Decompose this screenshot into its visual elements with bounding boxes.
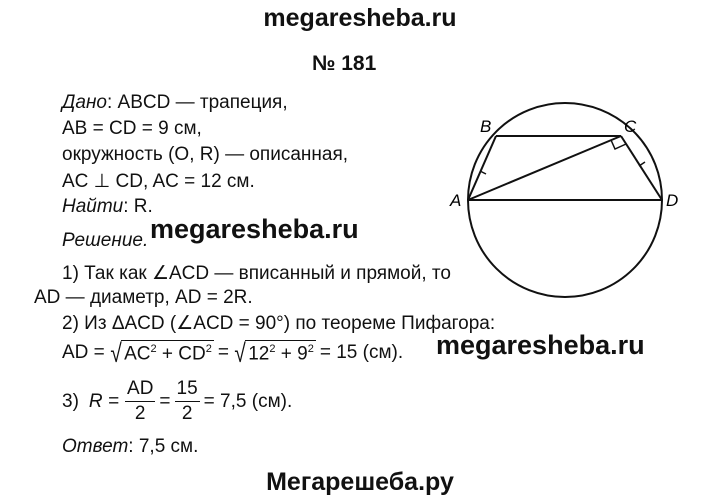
given-label: Дано [62,92,107,113]
solution-label: Решение. [62,230,149,251]
fraction-2: $\frac{15}{2}$ [176,378,198,424]
label-c: C [624,117,637,136]
label-a: A [450,191,462,210]
site-header: megaresheba.ru [263,4,457,32]
label-b: B [480,117,492,136]
step-1-line-b: AD — диаметр, AD = 2R. [34,287,253,308]
given-line-2: AB = CD = 9 см, [62,118,202,139]
find-line [62,196,153,218]
sqrt-1: √ $AC^2 + CD^2$ [110,338,212,368]
step-2-line: 2) Из ΔACD (∠ACD = 90°) по теореме Пифагора: [62,313,496,334]
step-3-prefix: 3) [62,390,79,412]
sqrt-2: √ $12^2 + 9^2$ [234,338,314,368]
formula-equals: = [217,342,229,363]
given-line-1 [62,92,288,114]
answer-text: : 7,5 см. [128,436,199,457]
given-line-1-text: : ABCD — трапеция, [106,92,288,113]
watermark-2: megaresheba.ru [436,330,645,360]
step-3-formula: 3) R = $\frac{AD}{2}$ = $\frac{15}{2}$ = 7,5 (см). [62,378,293,424]
answer-line [62,436,198,458]
site-footer: Мегарешеба.ру [266,468,454,496]
find-text: : R. [123,196,153,217]
given-line-3: окружность (O, R) — описанная, [62,144,349,165]
find-label: Найти [62,196,124,217]
step-1-line-a: 1) Так как ∠ACD — вписанный и прямой, то [62,263,451,284]
formula-result: = 15 (см). [319,342,404,363]
step-2-formula [62,340,403,366]
step-3-result: = 7,5 (см). [203,390,293,412]
formula-lhs: AD = [62,342,105,363]
watermark-1: megaresheba.ru [150,214,359,244]
fraction-1: $\frac{AD}{2}$ [127,378,154,424]
step-3-r: R = [88,390,120,412]
label-d: D [666,191,679,210]
problem-number: № 181 [312,52,377,75]
geometry-figure [440,100,690,310]
given-line-4: AC ⊥ CD, AC = 12 см. [62,171,255,192]
answer-label: Ответ [62,436,129,457]
